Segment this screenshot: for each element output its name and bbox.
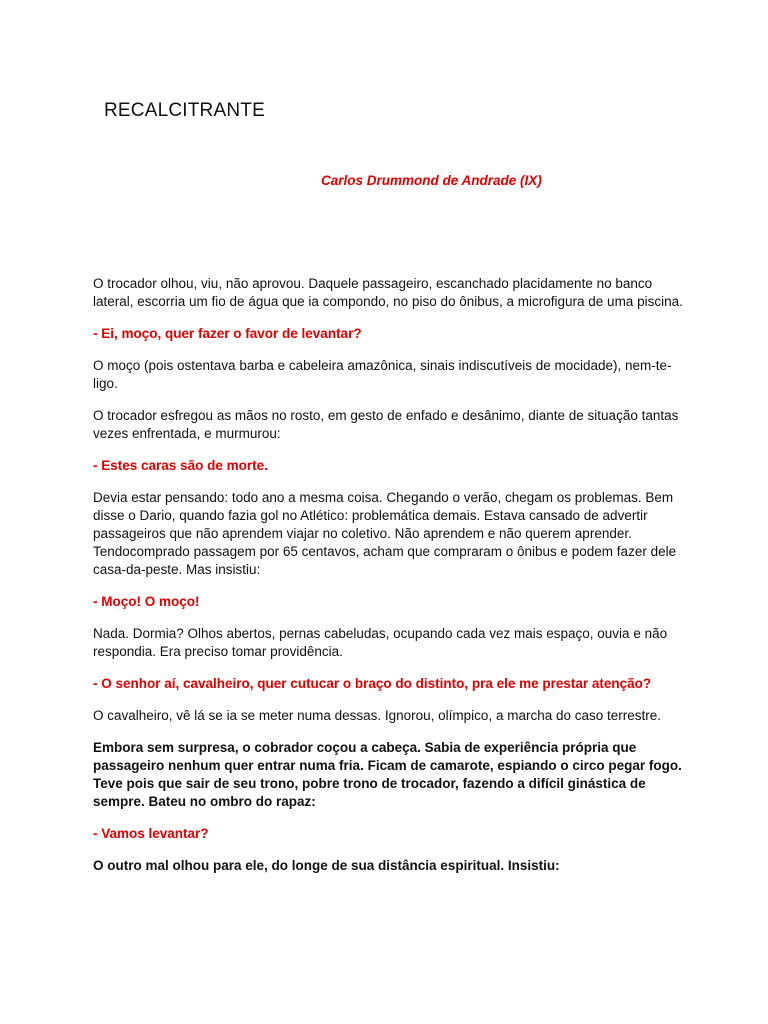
- story-body: [93, 275, 693, 889]
- paragraph-13: O outro mal olhou para ele, do longe de sua distância espiritual. Insistiu:: [93, 858, 560, 873]
- paragraph-7: - Moço! O moço!: [93, 594, 200, 609]
- paragraph-8: Nada. Dormia? Olhos abertos, pernas cabeludas, ocupando cada vez mais espaço, ouvia e não respondia. Era preciso tomar providência.: [93, 626, 668, 659]
- paragraph-1: O trocador olhou, viu, não aprovou. Daquele passageiro, escanchado placidamente no banco lateral, escorria um fio de água que ia compondo, no piso do ônibus, a microfigura de uma piscina.: [93, 276, 683, 309]
- paragraph-3: O moço (pois ostentava barba e cabeleira amazônica, sinais indiscutíveis de mocidade), nem-te-ligo.: [93, 358, 672, 391]
- paragraph-9: - O senhor aí, cavalheiro, quer cutucar o braço do distinto, pra ele me prestar atenção?: [93, 676, 652, 691]
- paragraph-5: - Estes caras são de morte.: [93, 458, 268, 473]
- paragraph-4: O trocador esfregou as mãos no rosto, em gesto de enfado e desânimo, diante de situação tantas vezes enfrentada, e murmurou:: [93, 408, 679, 441]
- paragraph-6: Devia estar pensando: todo ano a mesma coisa. Chegando o verão, chegam os problemas. Bem disse o Dario, quando fazia gol no Atlético: problemática demais. Estava cansado de advertir passageiros que não aprendem viajar no coletivo. Não aprendem e não querem aprender. Tendocomprado passagem por 65 centavos, acham que compraram o ônibus e podem fazer dele casa-da-peste. Mas insistiu:: [93, 490, 677, 577]
- paragraph-11: Embora sem surpresa, o cobrador coçou a cabeça. Sabia de experiência própria que passageiro nenhum quer entrar numa fria. Ficam de camarote, espiando o circo pegar fogo. Teve pois que sair de seu trono, pobre trono de trocador, fazendo a difícil ginástica de sempre. Bateu no ombro do rapaz:: [93, 740, 682, 809]
- paragraph-10: O cavalheiro, vê lá se ia se meter numa dessas. Ignorou, olímpico, a marcha do caso terrestre.: [93, 708, 662, 723]
- paragraph-12: - Vamos levantar?: [93, 826, 209, 841]
- author-line: Carlos Drummond de Andrade (IX): [321, 173, 542, 188]
- paragraph-2: - Ei, moço, quer fazer o favor de levantar?: [93, 326, 362, 341]
- document-title: RECALCITRANTE: [104, 100, 265, 121]
